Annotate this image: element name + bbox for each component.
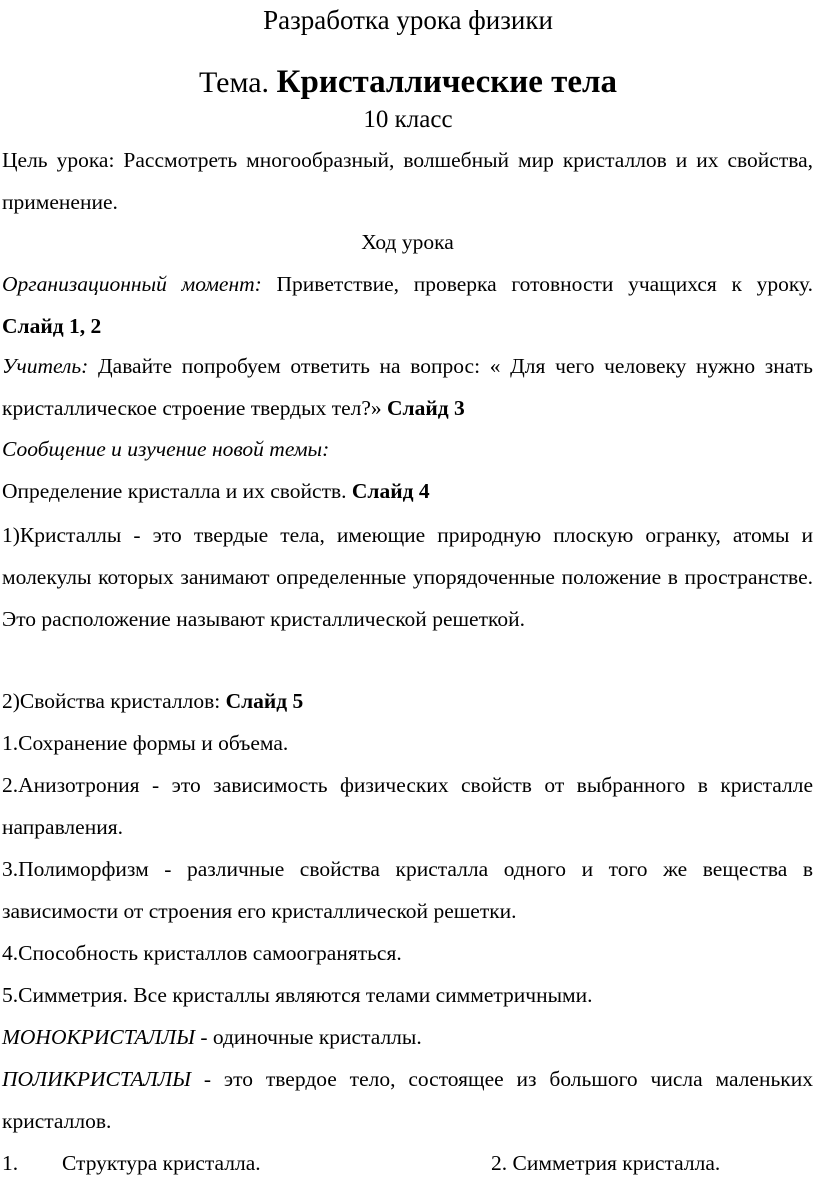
lesson-goal: Цель урока: Рассмотреть многообразный, волшебный мир кристаллов и их свойства, применение. (2, 148, 813, 214)
org-moment-slide: Слайд 1, 2 (2, 314, 102, 338)
properties-text: 2)Свойства кристаллов: (2, 689, 226, 713)
mono-term: МОНОКРИСТАЛЛЫ (2, 1025, 195, 1049)
property-4: 4.Способность кристаллов самоограняться. (2, 941, 402, 965)
org-moment-text: Приветствие, проверка готовности учащихся к уроку. (261, 272, 813, 296)
properties-slide: Слайд 5 (225, 689, 304, 713)
lesson-topic (0, 62, 816, 103)
definition-text: Определение кристалла и их свойств. (2, 479, 352, 503)
topic-prefix: Тема. (198, 66, 270, 99)
property-1: 1.Сохранение формы и объема. (2, 731, 289, 755)
list-number: 1. (2, 1151, 19, 1175)
document-title: Разработка урока физики (263, 5, 553, 35)
crystal-definition: 1)Кристаллы - это твердые тела, имеющие природную плоскую огранку, атомы и молекулы которых занимают определенные упорядоченные положение в пространстве. Это расположение называют кристаллической решеткой. (2, 523, 813, 631)
new-topic-label: Сообщение и изучение новой темы: (2, 437, 330, 461)
poly-text: - это твердое тело, состоящее из большого числа маленьких кристаллов. (2, 1067, 813, 1133)
mono-paragraph (2, 1016, 813, 1058)
definition-slide: Слайд 4 (351, 479, 430, 503)
list-item-symmetry: 2. Симметрия кристалла. (491, 1151, 721, 1175)
grade-label: 10 класс (363, 106, 453, 133)
new-topic-heading (2, 428, 813, 470)
teacher-text: Давайте попробуем ответить на вопрос: « Для чего человеку нужно знать кристаллическое строение твердых тел?» (2, 354, 813, 420)
property-5: 5.Симметрия. Все кристаллы являются телами симметричными. (2, 983, 593, 1007)
topic-name: Кристаллические тела (276, 64, 618, 100)
mono-text: - одиночные кристаллы. (194, 1025, 422, 1049)
poly-paragraph (2, 1058, 813, 1142)
teacher-slide: Слайд 3 (387, 396, 465, 420)
definition-paragraph (2, 470, 813, 512)
teacher-label: Учитель: (2, 354, 89, 378)
properties-paragraph (2, 680, 813, 722)
list-item-structure: Структура кристалла. (62, 1151, 261, 1175)
org-moment-label: Организационный момент: (2, 272, 262, 296)
poly-term: ПОЛИКРИСТАЛЛЫ (2, 1067, 192, 1091)
property-2: 2.Анизотрония - это зависимость физических свойств от выбранного в кристалле направления. (2, 773, 813, 839)
property-3: 3.Полиморфизм - различные свойства кристалла одного и того же вещества в зависимости от строения его кристаллической решетки. (2, 857, 813, 923)
teacher-paragraph (2, 345, 813, 429)
org-moment-paragraph (2, 263, 813, 347)
course-heading: Ход урока (361, 230, 454, 254)
